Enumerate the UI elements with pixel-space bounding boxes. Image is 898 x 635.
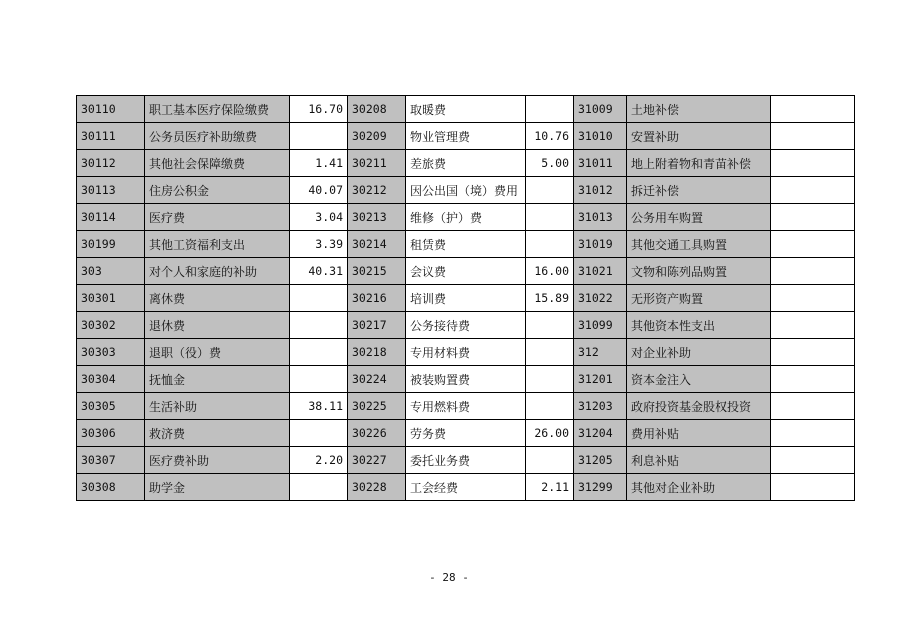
account-code: 30217 bbox=[348, 312, 406, 339]
amount-cell bbox=[771, 312, 855, 339]
account-name: 助学金 bbox=[145, 474, 290, 501]
table-row bbox=[77, 474, 855, 501]
table-row bbox=[77, 258, 855, 285]
amount-cell: 16.70 bbox=[290, 96, 348, 123]
account-code: 31011 bbox=[574, 150, 627, 177]
account-name: 委托业务费 bbox=[406, 447, 526, 474]
account-code: 31010 bbox=[574, 123, 627, 150]
account-name: 取暖费 bbox=[406, 96, 526, 123]
table-row bbox=[77, 150, 855, 177]
table-row bbox=[77, 420, 855, 447]
account-code: 31204 bbox=[574, 420, 627, 447]
amount-cell bbox=[771, 204, 855, 231]
amount-cell bbox=[526, 366, 574, 393]
account-code: 31019 bbox=[574, 231, 627, 258]
account-name: 其他交通工具购置 bbox=[627, 231, 771, 258]
account-name: 政府投资基金股权投资 bbox=[627, 393, 771, 420]
account-name: 被装购置费 bbox=[406, 366, 526, 393]
account-code: 30216 bbox=[348, 285, 406, 312]
amount-cell bbox=[771, 258, 855, 285]
table-row bbox=[77, 393, 855, 420]
account-code: 31013 bbox=[574, 204, 627, 231]
amount-cell bbox=[526, 339, 574, 366]
amount-cell bbox=[771, 96, 855, 123]
amount-cell bbox=[290, 366, 348, 393]
account-code: 30110 bbox=[77, 96, 145, 123]
account-name: 租赁费 bbox=[406, 231, 526, 258]
account-name: 工会经费 bbox=[406, 474, 526, 501]
account-code: 30211 bbox=[348, 150, 406, 177]
account-name: 维修（护）费 bbox=[406, 204, 526, 231]
table-row bbox=[77, 231, 855, 258]
account-code: 30111 bbox=[77, 123, 145, 150]
account-code: 30301 bbox=[77, 285, 145, 312]
account-name: 文物和陈列品购置 bbox=[627, 258, 771, 285]
account-code: 30215 bbox=[348, 258, 406, 285]
account-code: 31009 bbox=[574, 96, 627, 123]
account-name: 对个人和家庭的补助 bbox=[145, 258, 290, 285]
amount-cell bbox=[290, 474, 348, 501]
account-name: 安置补助 bbox=[627, 123, 771, 150]
amount-cell: 26.00 bbox=[526, 420, 574, 447]
account-code: 30214 bbox=[348, 231, 406, 258]
table-row bbox=[77, 366, 855, 393]
account-code: 30224 bbox=[348, 366, 406, 393]
amount-cell bbox=[771, 231, 855, 258]
amount-cell bbox=[771, 447, 855, 474]
account-name: 其他对企业补助 bbox=[627, 474, 771, 501]
amount-cell bbox=[526, 447, 574, 474]
account-name: 其他社会保障缴费 bbox=[145, 150, 290, 177]
account-name: 土地补偿 bbox=[627, 96, 771, 123]
account-name: 医疗费补助 bbox=[145, 447, 290, 474]
account-code: 31205 bbox=[574, 447, 627, 474]
table-row bbox=[77, 312, 855, 339]
account-code: 30199 bbox=[77, 231, 145, 258]
amount-cell bbox=[771, 393, 855, 420]
table-row bbox=[77, 285, 855, 312]
account-code: 30209 bbox=[348, 123, 406, 150]
account-name: 无形资产购置 bbox=[627, 285, 771, 312]
account-code: 30306 bbox=[77, 420, 145, 447]
account-code: 30114 bbox=[77, 204, 145, 231]
amount-cell: 2.20 bbox=[290, 447, 348, 474]
page-number: - 28 - bbox=[429, 571, 469, 584]
account-name: 利息补贴 bbox=[627, 447, 771, 474]
amount-cell: 2.11 bbox=[526, 474, 574, 501]
account-name: 对企业补助 bbox=[627, 339, 771, 366]
amount-cell bbox=[290, 123, 348, 150]
amount-cell bbox=[526, 231, 574, 258]
amount-cell: 5.00 bbox=[526, 150, 574, 177]
amount-cell bbox=[771, 177, 855, 204]
account-code: 303 bbox=[77, 258, 145, 285]
account-name: 地上附着物和青苗补偿 bbox=[627, 150, 771, 177]
amount-cell bbox=[290, 420, 348, 447]
account-code: 30305 bbox=[77, 393, 145, 420]
account-code: 31201 bbox=[574, 366, 627, 393]
amount-cell: 15.89 bbox=[526, 285, 574, 312]
amount-cell: 1.41 bbox=[290, 150, 348, 177]
account-code: 30307 bbox=[77, 447, 145, 474]
account-name: 退职（役）费 bbox=[145, 339, 290, 366]
account-code: 30212 bbox=[348, 177, 406, 204]
account-code: 31099 bbox=[574, 312, 627, 339]
account-name: 生活补助 bbox=[145, 393, 290, 420]
amount-cell: 3.04 bbox=[290, 204, 348, 231]
account-name: 拆迁补偿 bbox=[627, 177, 771, 204]
table-body bbox=[77, 96, 855, 501]
account-code: 30218 bbox=[348, 339, 406, 366]
account-code: 30302 bbox=[77, 312, 145, 339]
account-name: 差旅费 bbox=[406, 150, 526, 177]
table-row bbox=[77, 447, 855, 474]
account-code: 30308 bbox=[77, 474, 145, 501]
amount-cell bbox=[771, 474, 855, 501]
account-name: 医疗费 bbox=[145, 204, 290, 231]
account-code: 30113 bbox=[77, 177, 145, 204]
account-name: 其他资本性支出 bbox=[627, 312, 771, 339]
amount-cell bbox=[771, 285, 855, 312]
account-name: 专用燃料费 bbox=[406, 393, 526, 420]
account-name: 抚恤金 bbox=[145, 366, 290, 393]
budget-table bbox=[76, 95, 855, 501]
amount-cell bbox=[771, 366, 855, 393]
account-name: 职工基本医疗保险缴费 bbox=[145, 96, 290, 123]
account-code: 30304 bbox=[77, 366, 145, 393]
amount-cell bbox=[290, 312, 348, 339]
amount-cell: 40.31 bbox=[290, 258, 348, 285]
account-name: 住房公积金 bbox=[145, 177, 290, 204]
amount-cell: 38.11 bbox=[290, 393, 348, 420]
amount-cell bbox=[526, 312, 574, 339]
account-name: 公务员医疗补助缴费 bbox=[145, 123, 290, 150]
table-row bbox=[77, 177, 855, 204]
amount-cell bbox=[526, 204, 574, 231]
account-name: 退休费 bbox=[145, 312, 290, 339]
account-code: 30227 bbox=[348, 447, 406, 474]
account-code: 312 bbox=[574, 339, 627, 366]
account-name: 费用补贴 bbox=[627, 420, 771, 447]
amount-cell: 16.00 bbox=[526, 258, 574, 285]
account-code: 31203 bbox=[574, 393, 627, 420]
table-row bbox=[77, 123, 855, 150]
account-code: 30208 bbox=[348, 96, 406, 123]
account-code: 30303 bbox=[77, 339, 145, 366]
amount-cell bbox=[526, 393, 574, 420]
account-name: 其他工资福利支出 bbox=[145, 231, 290, 258]
amount-cell bbox=[290, 339, 348, 366]
account-name: 救济费 bbox=[145, 420, 290, 447]
table-row bbox=[77, 339, 855, 366]
account-code: 31021 bbox=[574, 258, 627, 285]
amount-cell bbox=[526, 177, 574, 204]
account-name: 会议费 bbox=[406, 258, 526, 285]
account-code: 30112 bbox=[77, 150, 145, 177]
account-name: 专用材料费 bbox=[406, 339, 526, 366]
account-name: 劳务费 bbox=[406, 420, 526, 447]
amount-cell bbox=[771, 150, 855, 177]
account-name: 因公出国（境）费用 bbox=[406, 177, 526, 204]
amount-cell bbox=[771, 123, 855, 150]
amount-cell: 10.76 bbox=[526, 123, 574, 150]
account-name: 公务接待费 bbox=[406, 312, 526, 339]
account-code: 31299 bbox=[574, 474, 627, 501]
account-code: 30213 bbox=[348, 204, 406, 231]
amount-cell: 40.07 bbox=[290, 177, 348, 204]
amount-cell bbox=[526, 96, 574, 123]
account-name: 离休费 bbox=[145, 285, 290, 312]
account-name: 物业管理费 bbox=[406, 123, 526, 150]
table-row bbox=[77, 204, 855, 231]
account-name: 公务用车购置 bbox=[627, 204, 771, 231]
account-code: 31012 bbox=[574, 177, 627, 204]
amount-cell bbox=[771, 420, 855, 447]
table-row bbox=[77, 96, 855, 123]
account-code: 30225 bbox=[348, 393, 406, 420]
amount-cell bbox=[290, 285, 348, 312]
amount-cell: 3.39 bbox=[290, 231, 348, 258]
account-name: 培训费 bbox=[406, 285, 526, 312]
amount-cell bbox=[771, 339, 855, 366]
account-code: 30226 bbox=[348, 420, 406, 447]
account-code: 30228 bbox=[348, 474, 406, 501]
account-name: 资本金注入 bbox=[627, 366, 771, 393]
account-code: 31022 bbox=[574, 285, 627, 312]
